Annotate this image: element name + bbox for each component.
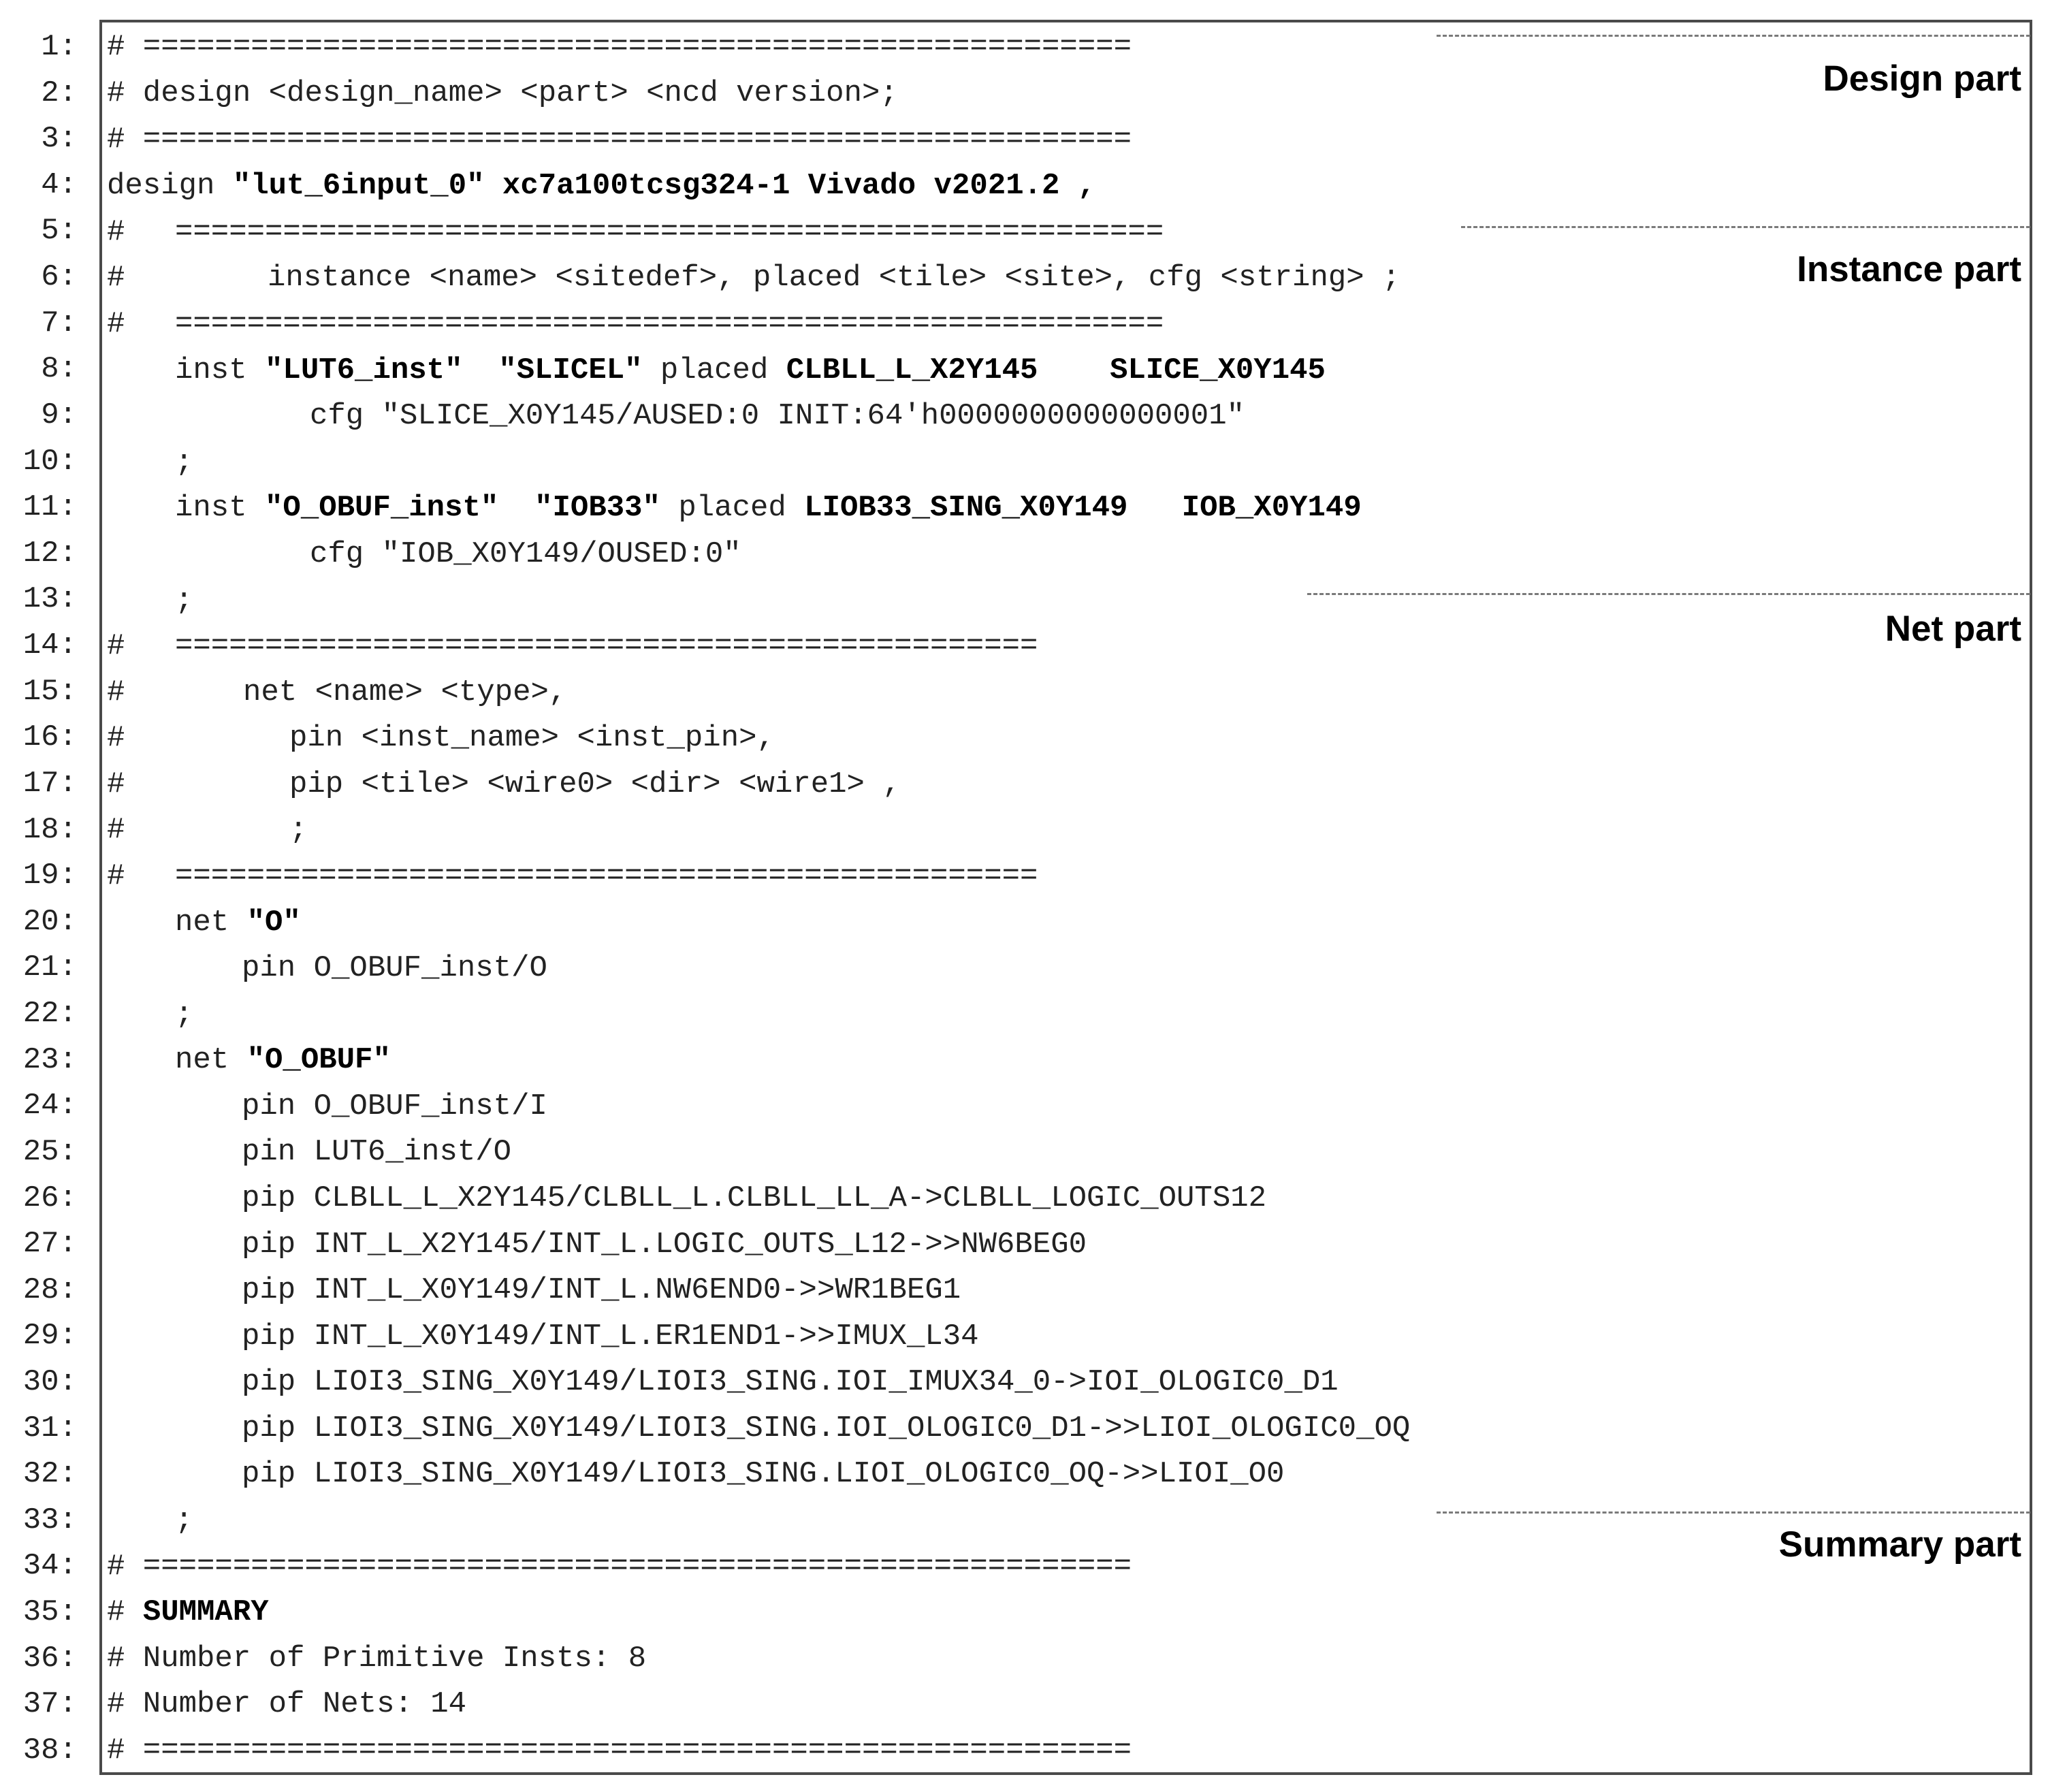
inst-site: IOB_X0Y149 <box>1181 491 1362 525</box>
line-number: 27: <box>22 1227 77 1261</box>
comment-hash: # <box>107 261 125 295</box>
code-line-18: ; <box>289 813 308 847</box>
summary-heading: SUMMARY <box>142 1595 269 1629</box>
line-number: 19: <box>22 859 77 893</box>
comment-hash: # <box>107 721 125 755</box>
inst-name: "O_OBUF_inst" <box>265 491 499 525</box>
code-line-7: ======================================================= <box>175 307 1164 341</box>
code-line-2: # design <design_name> <part> <ncd version>; <box>107 76 898 110</box>
instance-part-divider <box>1461 226 2030 228</box>
line-number: 24: <box>22 1089 77 1123</box>
line-number: 35: <box>22 1595 77 1629</box>
placed-keyword: placed <box>660 491 805 525</box>
code-line-8 <box>175 355 1326 385</box>
code-line-6: instance <name> <sitedef>, placed <tile> <site>, cfg <string> ; <box>268 261 1400 295</box>
comment-hash: # <box>107 215 125 249</box>
code-line-29: pip INT_L_X0Y149/INT_L.ER1END1->>IMUX_L34 <box>242 1319 979 1354</box>
line-number: 31: <box>22 1411 77 1445</box>
comment-hash: # <box>107 629 125 663</box>
code-line-4 <box>107 171 1095 201</box>
line-number: 11: <box>22 490 77 524</box>
net-name: "O_OBUF" <box>246 1043 391 1077</box>
spacer <box>1127 491 1181 525</box>
comment-hash: # <box>107 675 125 709</box>
code-line-35 <box>107 1597 269 1627</box>
inst-type: "SLICEL" <box>498 353 643 387</box>
line-number: 5: <box>41 214 77 248</box>
comment-hash: # <box>107 767 125 801</box>
inst-name: "LUT6_inst" <box>265 353 463 387</box>
code-line-34: # ======================================================= <box>107 1550 1132 1584</box>
code-line-12: cfg "IOB_X0Y149/OUSED:0" <box>310 537 741 571</box>
line-number: 9: <box>41 398 77 432</box>
line-number: 15: <box>22 675 77 709</box>
design-part-label: Design part <box>1823 59 2021 99</box>
line-number: 4: <box>41 168 77 202</box>
code-line-11 <box>175 493 1362 523</box>
line-number: 37: <box>22 1687 77 1721</box>
code-line-1: # ======================================================= <box>107 30 1132 64</box>
line-number: 18: <box>22 813 77 847</box>
line-number: 6: <box>41 260 77 294</box>
line-number: 13: <box>22 582 77 616</box>
net-part-label: Net part <box>1885 609 2021 649</box>
line-number: 36: <box>22 1642 77 1676</box>
code-line-27: pip INT_L_X2Y145/INT_L.LOGIC_OUTS_L12->>NW6BEG0 <box>242 1228 1087 1262</box>
code-line-23 <box>175 1045 391 1075</box>
code-line-25: pin LUT6_inst/O <box>242 1135 512 1169</box>
code-line-22: ; <box>175 997 193 1031</box>
code-line-5: ======================================================= <box>175 215 1164 249</box>
code-line-26: pip CLBLL_L_X2Y145/CLBLL_L.CLBLL_LL_A->CLBLL_LOGIC_OUTS12 <box>242 1181 1267 1215</box>
line-number: 38: <box>22 1733 77 1767</box>
line-number: 22: <box>22 997 77 1031</box>
code-line-24: pin O_OBUF_inst/I <box>242 1089 547 1123</box>
code-line-16: pin <inst_name> <inst_pin>, <box>289 721 775 755</box>
line-number: 1: <box>41 30 77 64</box>
comment-hash: # <box>107 859 125 893</box>
line-number: 17: <box>22 767 77 801</box>
code-line-32: pip LIOI3_SING_X0Y149/LIOI3_SING.LIOI_OLOGIC0_OQ->>LIOI_O0 <box>242 1457 1285 1491</box>
code-line-31: pip LIOI3_SING_X0Y149/LIOI3_SING.IOI_OLOGIC0_D1->>LIOI_OLOGIC0_OQ <box>242 1411 1411 1445</box>
line-number: 8: <box>41 352 77 386</box>
line-number: 10: <box>22 445 77 479</box>
line-number: 21: <box>22 950 77 985</box>
code-line-37: # Number of Nets: 14 <box>107 1687 467 1721</box>
line-number: 28: <box>22 1273 77 1307</box>
code-line-19: ================================================ <box>175 859 1038 893</box>
inst-type: "IOB33" <box>534 491 660 525</box>
code-line-17: pip <tile> <wire0> <dir> <wire1> , <box>289 767 901 801</box>
line-number: 12: <box>22 537 77 571</box>
inst-site: SLICE_X0Y145 <box>1110 353 1326 387</box>
inst-tile: CLBLL_L_X2Y145 <box>786 353 1038 387</box>
code-line-3: # ======================================================= <box>107 123 1132 157</box>
summary-part-label: Summary part <box>1778 1524 2021 1565</box>
code-line-14: ================================================ <box>175 629 1038 663</box>
line-number: 16: <box>22 720 77 754</box>
design-part-divider <box>1437 35 2030 37</box>
instance-part-label: Instance part <box>1797 249 2021 289</box>
line-number: 29: <box>22 1319 77 1353</box>
line-number: 25: <box>22 1135 77 1169</box>
code-line-13: ; <box>175 583 193 618</box>
summary-part-divider <box>1437 1511 2030 1514</box>
net-name: "O" <box>246 906 301 940</box>
net-keyword: net <box>175 906 247 940</box>
code-line-38: # ======================================================= <box>107 1733 1132 1767</box>
net-part-divider <box>1307 593 2030 595</box>
line-number: 3: <box>41 122 77 156</box>
line-number: 26: <box>22 1181 77 1215</box>
design-keyword: design <box>107 169 233 203</box>
code-line-28: pip INT_L_X0Y149/INT_L.NW6END0->>WR1BEG1 <box>242 1273 961 1307</box>
line-number: 7: <box>41 306 77 340</box>
comment-hash: # <box>107 307 125 341</box>
code-line-15: net <name> <type>, <box>243 675 567 709</box>
comment-hash: # <box>107 813 125 847</box>
line-number: 23: <box>22 1043 77 1077</box>
inst-tile: LIOB33_SING_X0Y149 <box>804 491 1128 525</box>
net-keyword: net <box>175 1043 247 1077</box>
code-line-21: pin O_OBUF_inst/O <box>242 951 547 985</box>
line-number: 14: <box>22 628 77 662</box>
spacer <box>462 353 498 387</box>
inst-keyword: inst <box>175 491 266 525</box>
code-line-9: cfg "SLICE_X0Y145/AUSED:0 INIT:64'h0000000000000001" <box>310 399 1245 433</box>
design-declaration: "lut_6input_0" xc7a100tcsg324-1 Vivado v2021.2 , <box>232 169 1096 203</box>
code-line-20 <box>175 908 301 938</box>
code-line-36: # Number of Primitive Insts: 8 <box>107 1642 647 1676</box>
inst-keyword: inst <box>175 353 266 387</box>
line-number: 20: <box>22 905 77 939</box>
code-line-10: ; <box>175 445 193 479</box>
line-number: 2: <box>41 76 77 110</box>
line-number: 33: <box>22 1503 77 1537</box>
line-number: 34: <box>22 1549 77 1583</box>
line-number: 30: <box>22 1365 77 1399</box>
spacer <box>498 491 534 525</box>
line-number: 32: <box>22 1457 77 1491</box>
code-line-33: ; <box>175 1503 193 1537</box>
placed-keyword: placed <box>642 353 786 387</box>
comment-hash: # <box>107 1595 143 1629</box>
spacer <box>1038 353 1110 387</box>
code-line-30: pip LIOI3_SING_X0Y149/LIOI3_SING.IOI_IMUX34_0->IOI_OLOGIC0_D1 <box>242 1365 1339 1399</box>
